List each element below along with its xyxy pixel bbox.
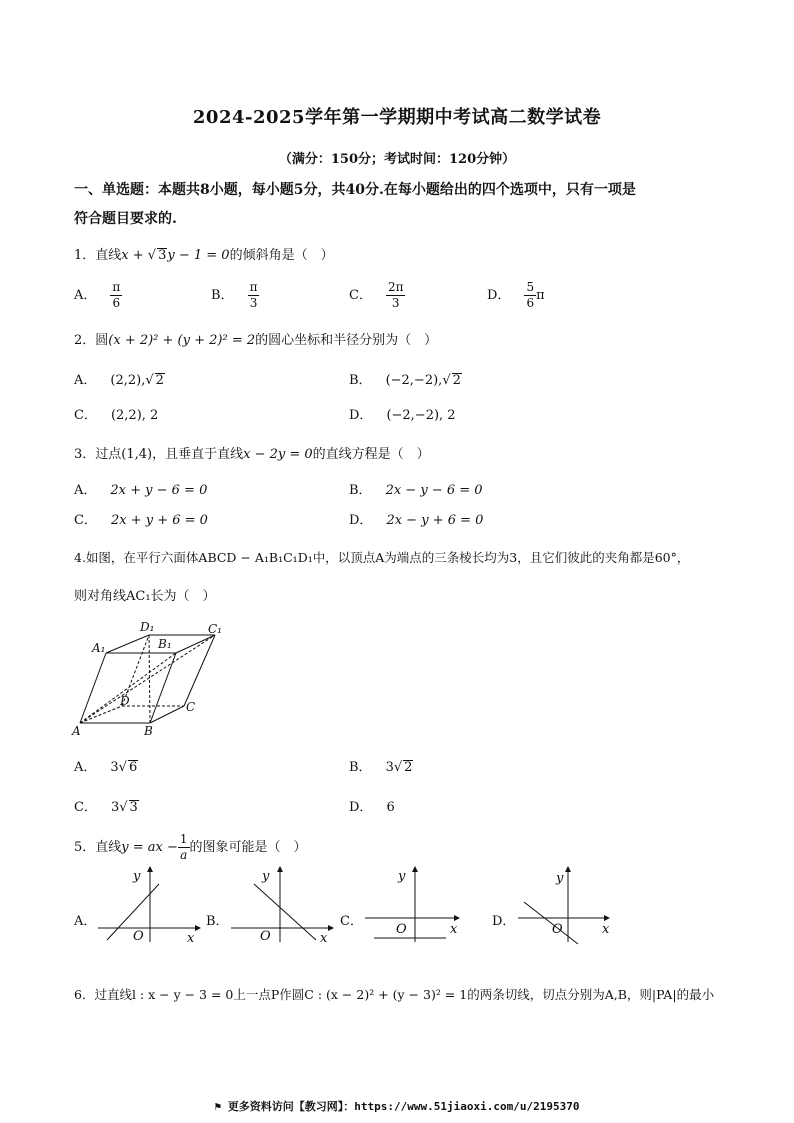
q5-suffix: 的图象可能是（ ） [189, 840, 307, 855]
option-text: (2,2), [110, 373, 146, 388]
sqrt: √ 2 [393, 760, 413, 775]
numerator: π [112, 280, 121, 294]
q2-option-b[interactable] [349, 369, 462, 388]
q5-equation: y = ax − [121, 840, 178, 855]
q2-option-c[interactable] [74, 404, 158, 423]
q1-option-d[interactable] [487, 280, 545, 311]
numerator: 2π [387, 280, 404, 294]
q2-prefix: 2．圆 [74, 333, 109, 348]
page-title: 2024-2025学年第一学期期中考试高二数学试卷 [192, 107, 602, 128]
q5-option-b-label[interactable]: B． [206, 914, 229, 929]
q1-prefix: 1．直线 [74, 248, 122, 263]
option-coef: 3 [385, 760, 394, 775]
axis-x-label: x [602, 922, 610, 937]
q1-radicand: 3 [158, 248, 167, 263]
q3-option-c[interactable] [74, 509, 208, 528]
label-a: A [72, 724, 81, 738]
q1-option-c[interactable] [349, 280, 405, 311]
q2-option-a[interactable] [74, 369, 165, 388]
q3-line-eq: x − 2y = 0 [243, 447, 313, 462]
option-label: A． [74, 760, 97, 775]
q1-suffix: 的倾斜角是（ ） [229, 248, 334, 263]
q5-graph-c[interactable] [362, 866, 472, 946]
option-suffix: π [536, 288, 545, 303]
question-4-line2: 则对角线AC₁长为（ ） [74, 589, 216, 604]
q4-option-b[interactable] [349, 756, 413, 775]
q3-option-a[interactable] [74, 479, 207, 498]
option-label: C． [349, 288, 372, 303]
q1-eq-a: x + [121, 248, 148, 263]
option-text: 2x − y − 6 = 0 [385, 483, 483, 498]
option-label: B． [349, 760, 372, 775]
sqrt: √ 2 [442, 373, 461, 388]
label-d1: D₁ [140, 620, 155, 634]
q3-prefix: 3．过点 [74, 447, 122, 462]
denominator: 6 [526, 296, 535, 310]
q2-option-d[interactable] [349, 404, 456, 423]
option-text: 2x + y − 6 = 0 [110, 483, 208, 498]
option-text: 2x + y + 6 = 0 [110, 513, 208, 528]
numerator: 1 [179, 832, 188, 846]
denominator: 6 [112, 296, 121, 310]
option-text: (−2,−2), 2 [386, 408, 456, 423]
radicand: 2 [404, 760, 413, 775]
q3-option-b[interactable] [349, 479, 483, 498]
option-text: (2,2), 2 [110, 408, 159, 423]
q3-middle: ，且垂直于直线 [152, 447, 244, 462]
axis-y-label: y [398, 869, 406, 884]
option-label: B． [349, 373, 372, 388]
option-label: B． [349, 483, 372, 498]
section-heading-line2: 符合题目要求的. [74, 211, 177, 227]
fraction [524, 280, 536, 311]
axis-x-label: x [450, 922, 458, 937]
q5-option-d-label[interactable]: D． [492, 914, 516, 929]
origin-label: O [133, 929, 144, 944]
numerator: π [249, 280, 258, 294]
question-1 [74, 244, 334, 263]
option-label: D． [349, 800, 373, 815]
q4-option-c[interactable] [74, 796, 139, 815]
label-c1: C₁ [208, 622, 222, 636]
fraction [386, 280, 406, 311]
origin-label: O [396, 922, 407, 937]
q4-option-a[interactable] [74, 756, 138, 775]
label-b: B [144, 724, 153, 738]
q5-graph-b[interactable] [228, 866, 338, 946]
question-6: 6．过直线l : x − y − 3 = 0上一点P作圆C : (x − 2)² + (y − 3)² = 1的两条切线，切点分别为A,B，则|PA|的最小 [74, 987, 715, 1002]
q1-eq-b: y − 1 = 0 [167, 248, 230, 263]
question-3 [74, 443, 430, 462]
axis-y-label: y [556, 871, 564, 886]
radicand: 2 [155, 373, 164, 388]
option-label: D． [487, 288, 511, 303]
option-label: A． [74, 288, 97, 303]
denominator: 3 [391, 296, 400, 310]
origin-label: O [552, 922, 563, 937]
option-label: A． [74, 483, 97, 498]
q1-sqrt: √ 3 [147, 248, 167, 263]
option-text: 2x − y + 6 = 0 [386, 513, 484, 528]
q3-option-d[interactable] [349, 509, 483, 528]
axis-x-label: x [187, 931, 195, 946]
q2-suffix: 的圆心坐标和半径分别为（ ） [255, 333, 438, 348]
q4-option-d[interactable] [349, 796, 395, 815]
question-4-line1: 4.如图，在平行六面体ABCD − A₁B₁C₁D₁中，以顶点A为端点的三条棱长均为3，且它们彼此的夹角都是60°， [74, 550, 690, 565]
footer-link[interactable]: ⚑ 更多资料访问【教习网】：https://www.51jiaoxi.com/u/2195370 [214, 1100, 580, 1113]
q5-option-c-label[interactable]: C． [340, 914, 363, 929]
option-coef: 3 [110, 800, 120, 815]
fraction [248, 280, 260, 311]
parallelepiped-figure [70, 617, 240, 739]
sqrt: √ 3 [119, 800, 138, 815]
option-label: D． [349, 408, 373, 423]
axis-y-label: y [262, 869, 270, 884]
sqrt: √ 2 [145, 373, 164, 388]
label-b1: B₁ [158, 637, 172, 651]
q1-option-b[interactable] [211, 280, 259, 311]
option-label: C． [74, 408, 97, 423]
q5-graph-a[interactable] [95, 866, 205, 946]
radicand: 6 [128, 760, 138, 775]
question-5 [74, 832, 307, 863]
q5-graph-d[interactable] [512, 866, 622, 946]
option-label: C． [74, 513, 97, 528]
q3-point: (1,4) [121, 447, 153, 462]
fraction [178, 832, 190, 863]
q5-option-a-label[interactable]: A． [74, 914, 97, 929]
label-c: C [186, 700, 196, 714]
option-label: A． [74, 373, 97, 388]
option-label: D． [349, 513, 373, 528]
option-label: B． [211, 288, 234, 303]
question-2 [74, 329, 437, 348]
section-heading [74, 176, 724, 234]
sqrt: √ 6 [118, 760, 138, 775]
axis-y-label: y [133, 869, 141, 884]
numerator: 5 [526, 280, 535, 294]
axis-x-label: x [320, 931, 328, 946]
radicand: 2 [452, 373, 461, 388]
section-heading-line1: 一、单选题：本题共8小题，每小题5分，共40分.在每小题给出的四个选项中，只有一项是 [74, 182, 636, 198]
fraction [110, 280, 122, 311]
q1-option-a[interactable] [74, 280, 122, 311]
exam-info: （满分：150分；考试时间：120分钟） [278, 152, 516, 167]
option-label: C． [74, 800, 97, 815]
option-coef: 6 [386, 800, 395, 815]
label-a1: A₁ [92, 641, 106, 655]
denominator: a [180, 848, 188, 862]
denominator: 3 [249, 296, 258, 310]
q2-equation: (x + 2)² + (y + 2)² = 2 [108, 333, 256, 348]
origin-label: O [260, 929, 271, 944]
label-d: D [120, 694, 130, 708]
q3-suffix: 的直线方程是（ ） [312, 447, 430, 462]
q5-prefix: 5．直线 [74, 840, 122, 855]
radicand: 3 [129, 800, 138, 815]
option-coef: 3 [110, 760, 119, 775]
option-text: (−2,−2), [385, 373, 443, 388]
